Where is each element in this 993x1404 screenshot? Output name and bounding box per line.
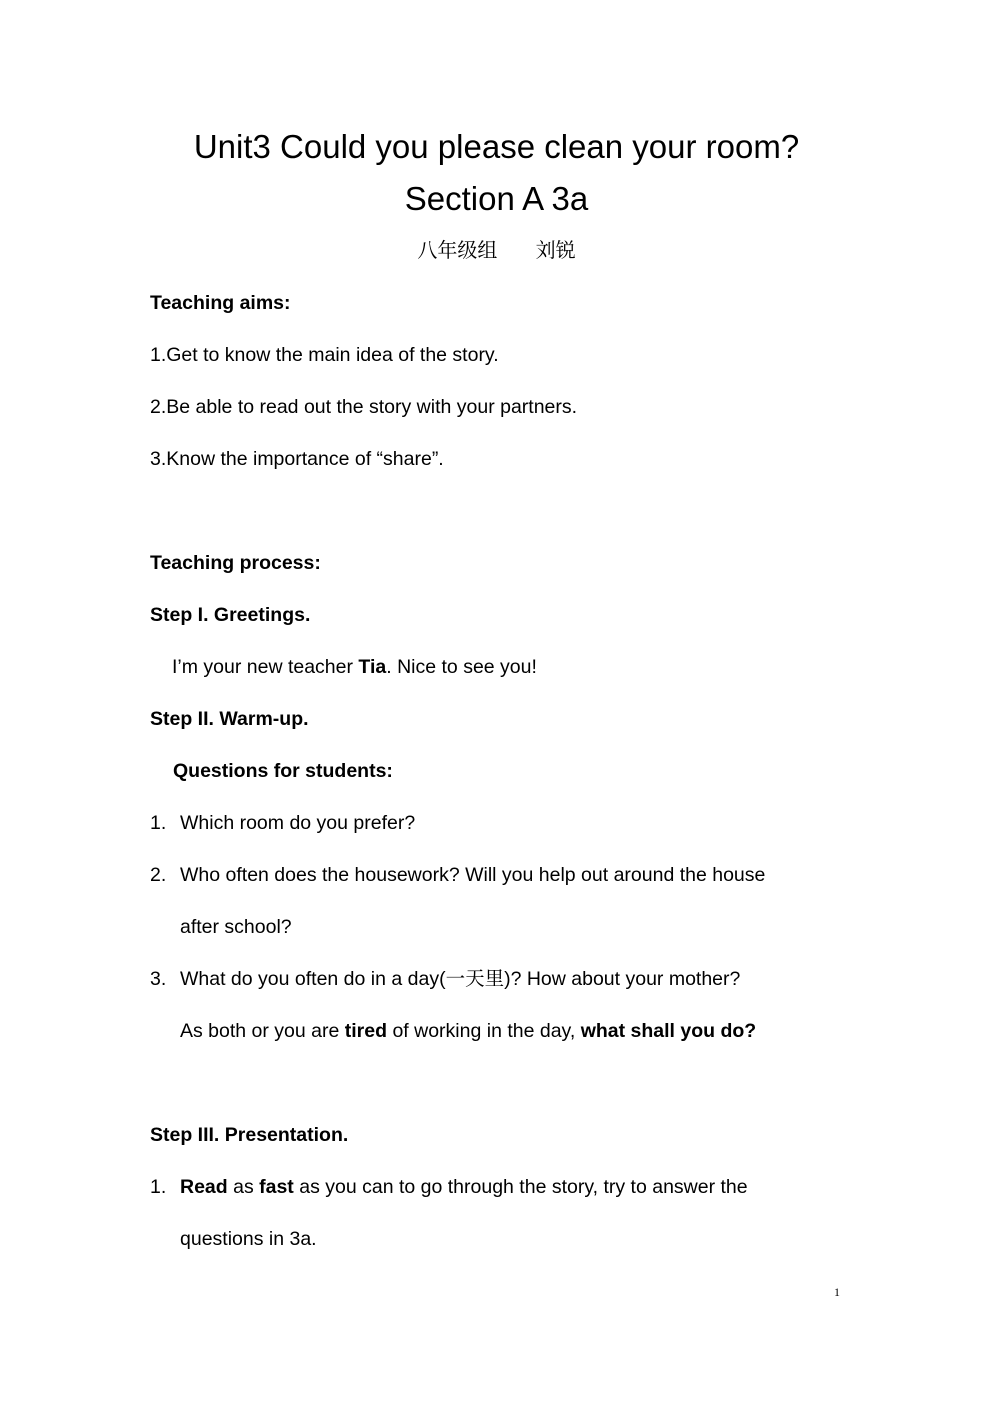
step3-heading: Step III. Presentation. [150,1124,349,1146]
step1-text: I’m your new teacher Tia. Nice to see you! [172,656,537,678]
aim-item-1: 1.Get to know the main idea of the story. [150,344,499,366]
document-subtitle: Section A 3a [404,180,589,217]
question-1-number: 1. [150,812,167,834]
question-3-number: 3. [150,968,167,990]
step2-heading: Step II. Warm-up. [150,708,309,730]
teaching-process-heading: Teaching process: [150,552,321,574]
emphasis-read: Read [180,1176,228,1198]
step1-heading: Step I. Greetings. [150,604,311,626]
question-3-text-line2: As both or you are tired of working in the day, what shall you do? [180,1020,757,1042]
aim-item-3: 3.Know the importance of “share”. [150,448,444,470]
step2-subheading: Questions for students: [173,760,393,782]
author-line: 八年级组 刘锐 [417,238,576,262]
presentation-item-1-number: 1. [150,1176,167,1198]
question-2-number: 2. [150,864,167,886]
emphasis-question: what shall you do? [580,1020,757,1042]
question-3-text-line1: What do you often do in a day(一天里)? How about your mother? [180,968,741,990]
emphasis-tired: tired [344,1020,388,1042]
question-2-text-line2: after school? [180,916,292,938]
presentation-item-1-line2: questions in 3a. [180,1228,317,1250]
question-2-text-line1: Who often does the housework? Will you help out around the house [180,864,766,886]
document-title: Unit3 Could you please clean your room? [193,128,800,165]
page-number: 1 [834,1285,840,1299]
teacher-name: Tia [358,656,387,678]
presentation-item-1-line1: Read as fast as you can to go through the story, try to answer the [180,1176,748,1198]
teaching-aims-heading: Teaching aims: [150,292,291,314]
question-1-text: Which room do you prefer? [180,812,416,834]
aim-item-2: 2.Be able to read out the story with your partners. [150,396,578,418]
emphasis-fast: fast [259,1176,294,1198]
